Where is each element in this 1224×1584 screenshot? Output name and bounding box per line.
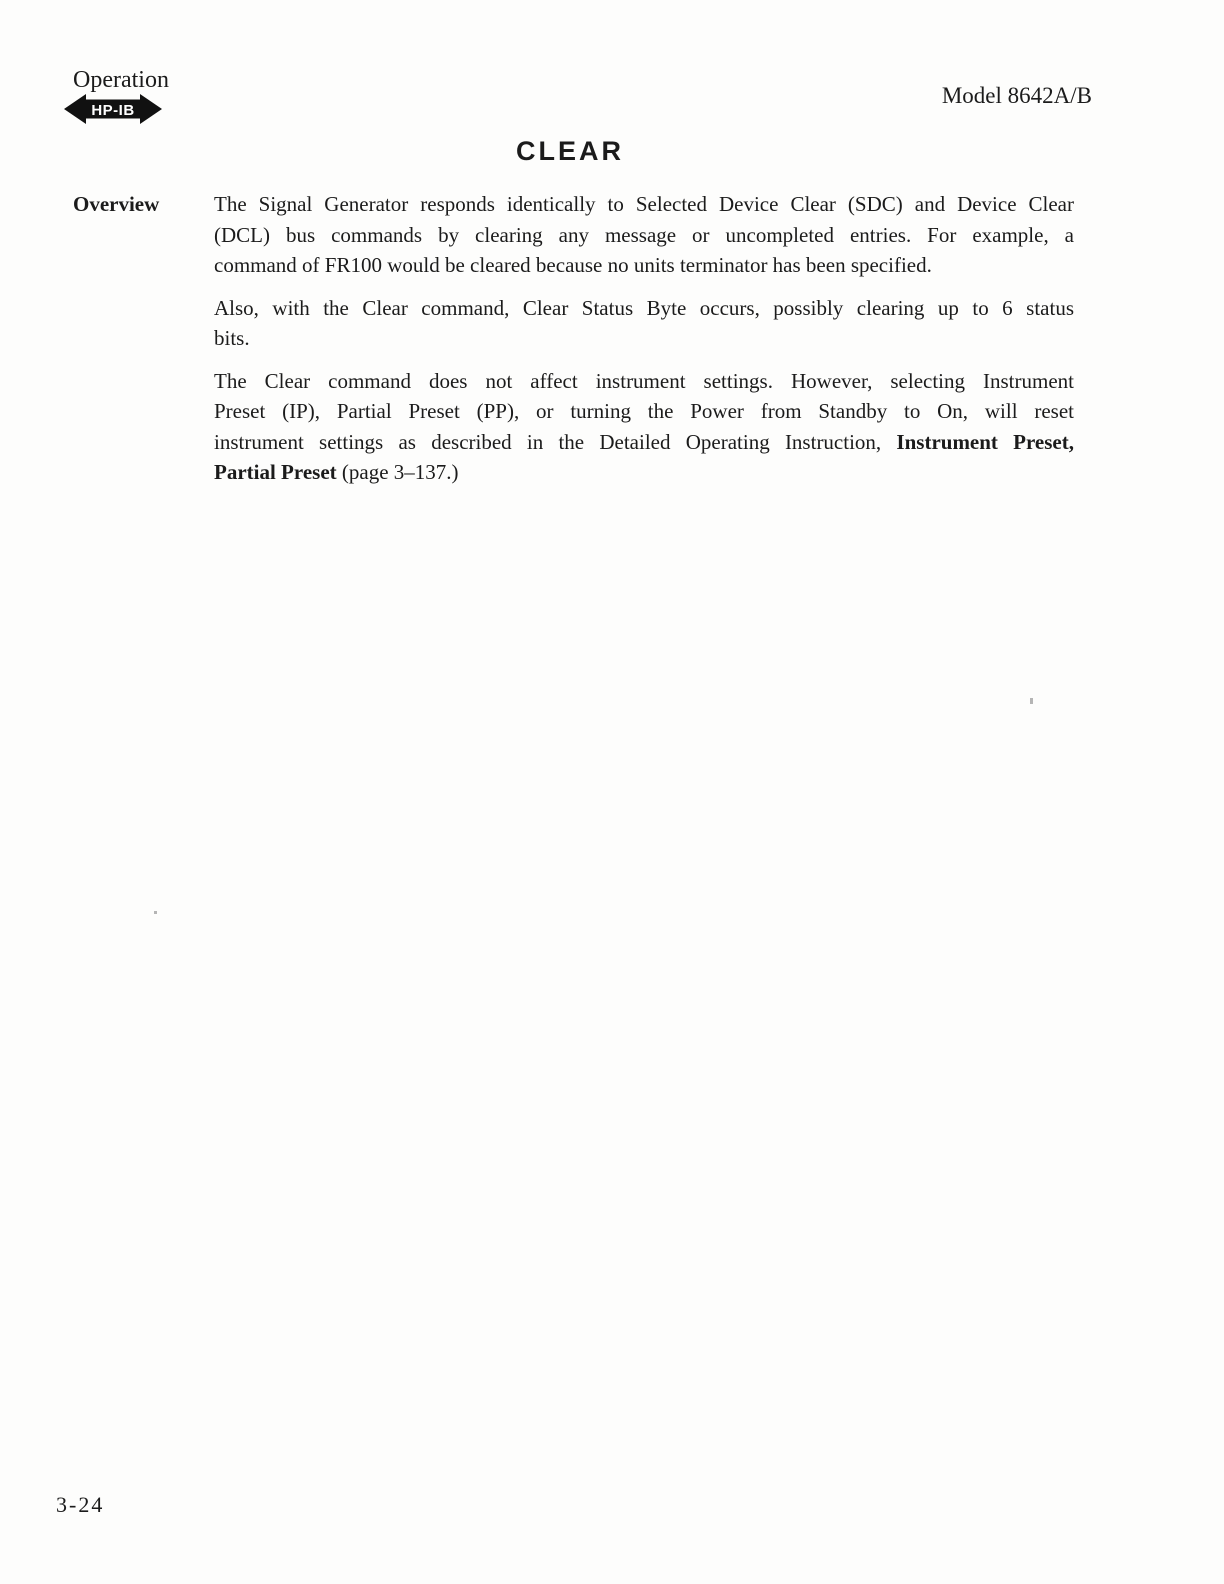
overview-heading: Overview xyxy=(73,192,160,216)
paragraph xyxy=(214,189,1074,281)
text-line: Also, with the Clear command, Clear Status Byte occurs, possibly clearing up to 6 status xyxy=(214,295,1074,320)
page-number: 3-24 xyxy=(56,1492,105,1517)
hpib-badge-label: HP-IB xyxy=(91,101,135,119)
text-line: instrument settings as described in the Detailed Operating Instruction, Instrument Preset, xyxy=(214,429,1074,454)
page-title: CLEAR xyxy=(516,136,624,166)
text-line: Preset (IP), Partial Preset (PP), or turning the Power from Standby to On, will reset xyxy=(214,399,1074,423)
text-line: (DCL) bus commands by clearing any message or uncompleted entries. For example, a xyxy=(214,222,1074,247)
body-text-column xyxy=(214,189,1074,500)
scan-speck xyxy=(154,911,157,914)
paragraph xyxy=(214,293,1074,354)
text-line: The Signal Generator responds identically to Selected Device Clear (SDC) and Device Clear xyxy=(214,192,1074,216)
scan-speck xyxy=(1030,698,1033,704)
paragraph xyxy=(214,366,1074,488)
text-line: The Clear command does not affect instrument settings. However, selecting Instrument xyxy=(214,368,1074,393)
text-line: Partial Preset (page 3–137.) xyxy=(214,460,459,484)
hpib-badge xyxy=(64,91,162,127)
text-line: bits. xyxy=(214,326,250,350)
section-label: Operation xyxy=(73,67,169,93)
text-line: command of FR100 would be cleared because no units terminator has been specified. xyxy=(214,253,932,277)
model-number: Model 8642A/B xyxy=(941,83,1092,108)
